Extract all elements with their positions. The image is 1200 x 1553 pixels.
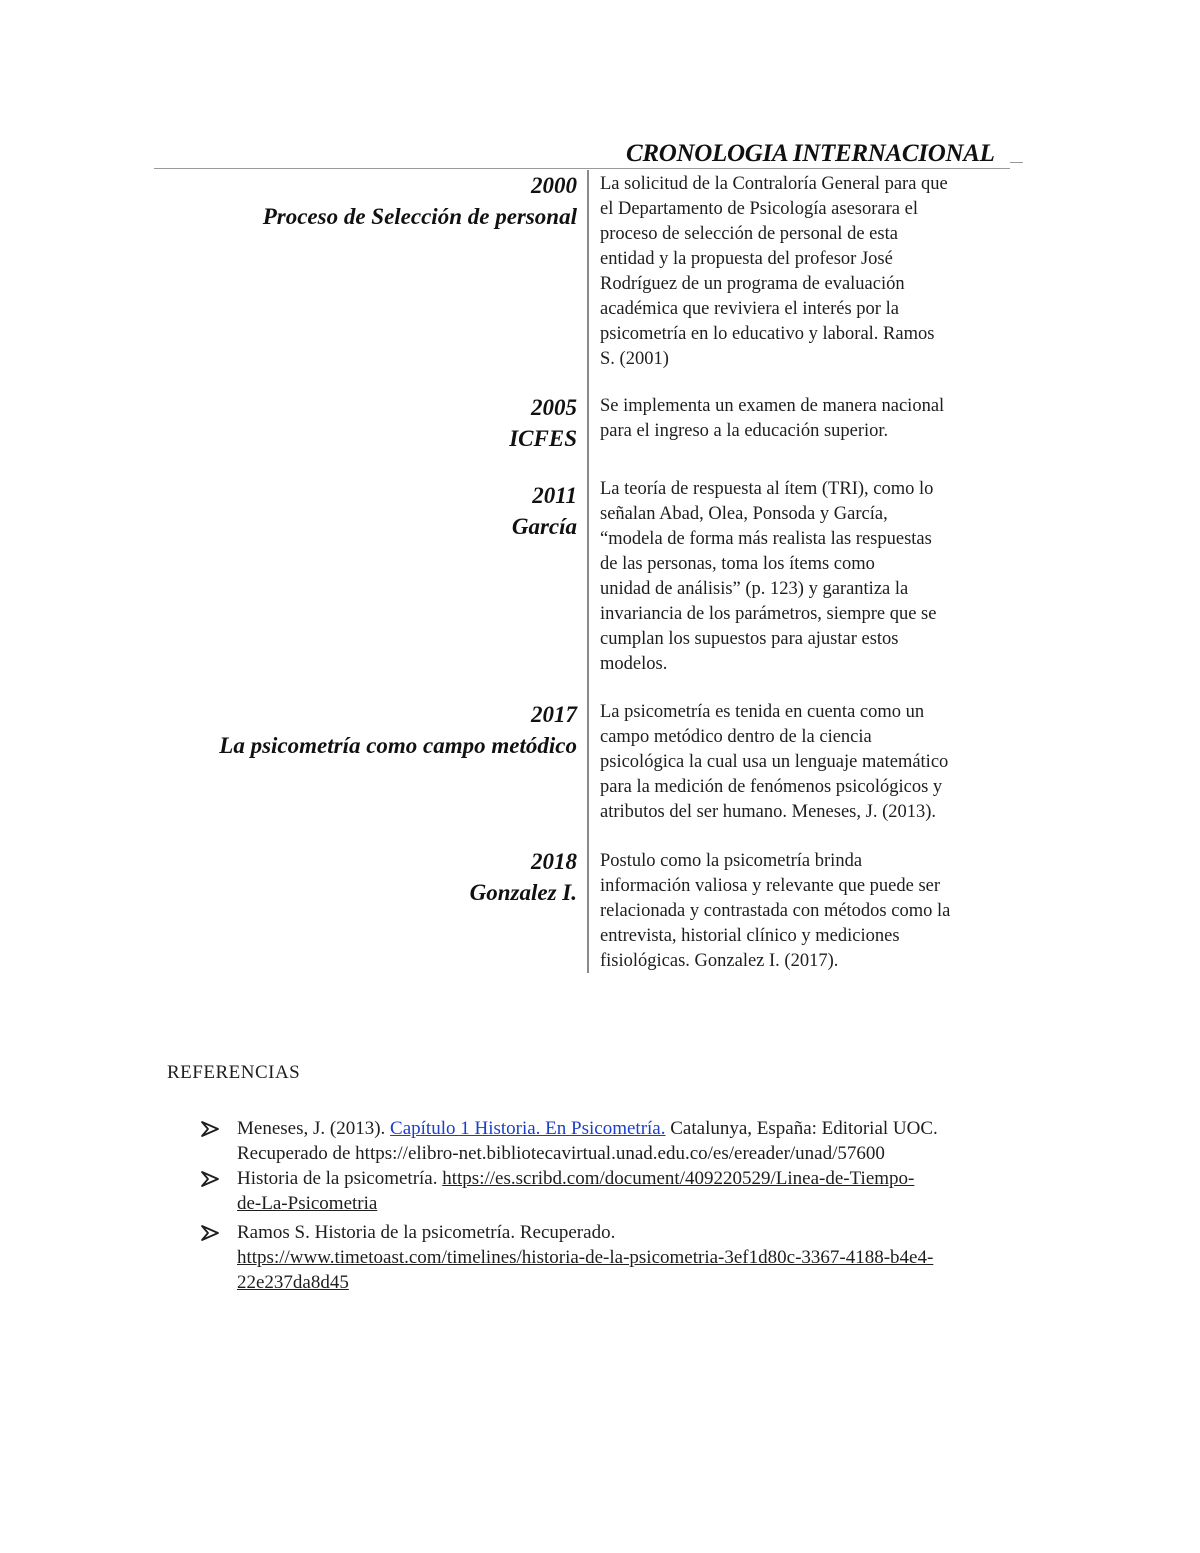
reference-text: Ramos S. Historia de la psicometría. Recuperado. <box>237 1222 616 1243</box>
timeline-entry-2005-text <box>600 394 1020 444</box>
title-underline-tail <box>1010 162 1023 163</box>
reference-link-continued[interactable]: 22e237da8d45 <box>237 1272 349 1293</box>
text-line: atributos del ser humano. Meneses, J. (2013). <box>600 802 937 822</box>
timeline-entry-2011-text <box>600 477 1020 677</box>
timeline-axis <box>587 170 589 973</box>
title-rule <box>154 168 1010 169</box>
text-line: académica que reviviera el interés por la <box>600 299 899 319</box>
arrow-bullet-icon <box>200 1220 222 1245</box>
reference-text: Catalunya, España: Editorial UOC. <box>665 1118 938 1139</box>
text-line: campo metódico dentro de la ciencia <box>600 727 872 747</box>
text-line: “modela de forma más realista las respuestas <box>600 529 932 549</box>
text-line: S. (2001) <box>600 349 669 369</box>
text-line: fisiológicas. Gonzalez I. (2017). <box>600 951 839 971</box>
text-line: Rodríguez de un programa de evaluación <box>600 274 905 294</box>
reference-text: Recuperado de https://elibro-net.bibliotecavirtual.unad.edu.co/es/ereader/unad/57600 <box>237 1143 885 1164</box>
timeline-year: 2017 <box>531 702 577 727</box>
reference-link[interactable]: Capítulo 1 Historia. En Psicometría. <box>390 1118 666 1139</box>
timeline-label: Gonzalez I. <box>469 880 577 905</box>
text-line: información valiosa y relevante que puede ser <box>600 876 941 896</box>
reference-link[interactable]: https://es.scribd.com/document/409220529/Linea-de-Tiempo- <box>442 1168 915 1189</box>
timeline-label: García <box>511 514 577 539</box>
text-line: La solicitud de la Contraloría General para que <box>600 174 948 194</box>
timeline-year: 2018 <box>531 849 577 874</box>
text-line: psicometría en lo educativo y laboral. Ramos <box>600 324 935 344</box>
timeline-label: La psicometría como campo metódico <box>219 733 577 758</box>
timeline-entry-2017-text <box>600 700 1020 825</box>
timeline-entry-2005-heading <box>117 392 577 454</box>
text-line: de las personas, toma los ítems como <box>600 554 875 574</box>
timeline-year: 2000 <box>531 173 577 198</box>
text-line: relacionada y contrastada con métodos como la <box>600 901 951 921</box>
text-line: proceso de selección de personal de esta <box>600 224 898 244</box>
references-heading: REFERENCIAS <box>167 1062 301 1083</box>
text-line: cumplan los supuestos para ajustar estos <box>600 629 899 649</box>
text-line: Postulo como la psicometría brinda <box>600 851 863 871</box>
timeline-entry-2000-heading <box>117 170 577 232</box>
text-line: invariancia de los parámetros, siempre que se <box>600 604 937 624</box>
timeline-entry-2011-heading <box>117 480 577 542</box>
text-line: modelos. <box>600 654 668 674</box>
text-line: para la medición de fenómenos psicológicos y <box>600 777 943 797</box>
page-title: CRONOLOGIA INTERNACIONAL <box>626 140 995 167</box>
text-line: entidad y la propuesta del profesor José <box>600 249 893 269</box>
text-line: unidad de análisis” (p. 123) y garantiza la <box>600 579 909 599</box>
timeline-entry-2018-text <box>600 849 1020 974</box>
timeline-entry-2000-text <box>600 172 1020 372</box>
timeline-entry-2018-heading <box>117 846 577 908</box>
timeline-year: 2005 <box>531 395 577 420</box>
reference-text: Historia de la psicometría. <box>237 1168 443 1189</box>
text-line: para el ingreso a la educación superior. <box>600 421 889 441</box>
text-line: el Departamento de Psicología asesorara el <box>600 199 918 219</box>
text-line: señalan Abad, Olea, Ponsoda y García, <box>600 504 888 524</box>
reference-text: Meneses, J. (2013). <box>237 1118 391 1139</box>
timeline-year: 2011 <box>532 483 577 508</box>
text-line: entrevista, historial clínico y mediciones <box>600 926 900 946</box>
arrow-bullet-icon <box>200 1116 222 1141</box>
reference-link[interactable]: https://www.timetoast.com/timelines/historia-de-la-psicometria-3ef1d80c-3367-4188-b4e4- <box>237 1247 934 1268</box>
reference-link-continued[interactable]: de-La-Psicometria <box>237 1193 378 1214</box>
timeline-entry-2017-heading <box>117 699 577 761</box>
timeline-label: Proceso de Selección de personal <box>262 204 577 229</box>
timeline-label: ICFES <box>509 426 577 451</box>
text-line: La teoría de respuesta al ítem (TRI), como lo <box>600 479 934 499</box>
text-line: La psicometría es tenida en cuenta como un <box>600 702 925 722</box>
text-line: Se implementa un examen de manera nacional <box>600 396 945 416</box>
arrow-bullet-icon <box>200 1166 222 1191</box>
text-line: psicológica la cual usa un lenguaje matemático <box>600 752 949 772</box>
